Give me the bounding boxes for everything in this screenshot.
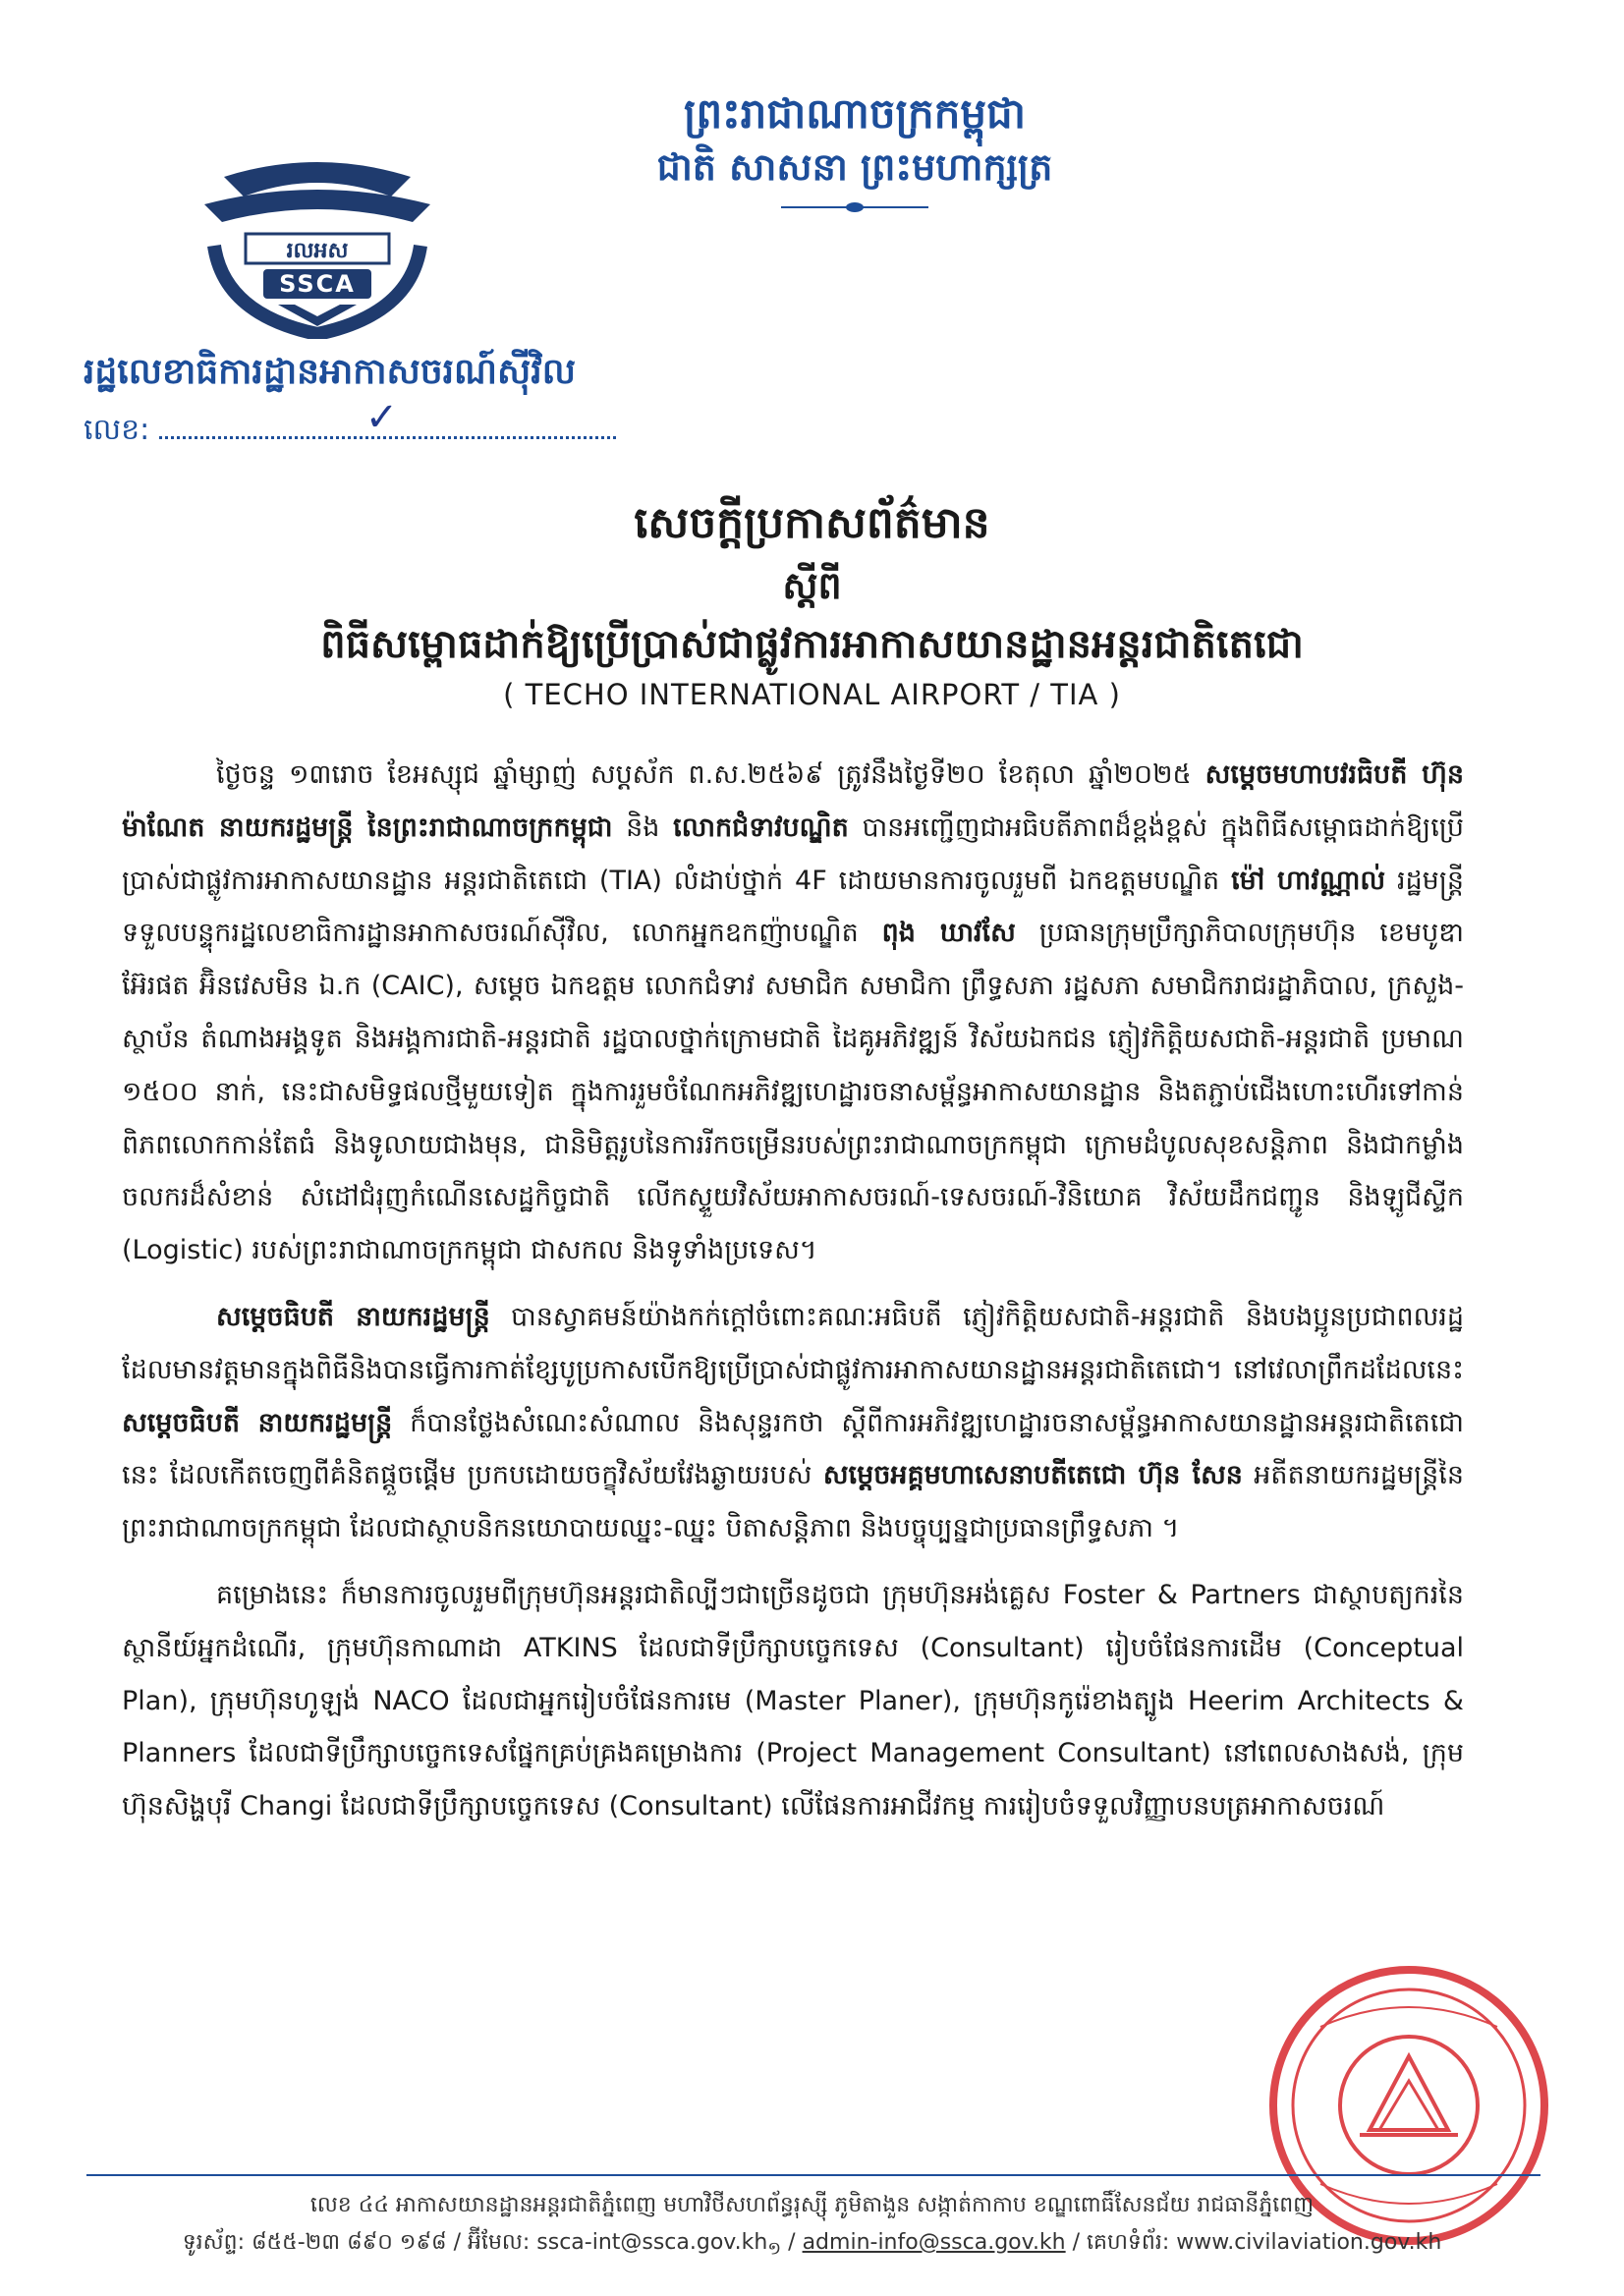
p1-text-5: ប្រធានក្រុមប្រឹក្សាភិបាលក្រុមហ៊ុន ខេមបូឌា អ៊ែរផត អ៊ិនវេសមិន ឯ.ក (CAIC), សម្តេច ឯកឧត្តម លោកជំទាវ សមាជិក សមាជិកា ព្រឹទ្ធសភា រដ្ឋសភា សមាជិករាជរដ្ឋាភិបាល, ក្រសួង-ស្ថាប័ន តំណាងអង្គទូត និងអង្គការជាតិ-អន្តរជាតិ រដ្ឋបាលថ្នាក់ក្រោមជាតិ ដៃគូអភិវឌ្ឍន៍ វិស័យឯកជន ភ្ញៀវកិត្តិយសជាតិ-អន្តរជាតិ ប្រមាណ ១៥០០ នាក់, នេះជាសមិទ្ធផលថ្មីមួយទៀត ក្នុងការរួមចំណែកអភិវឌ្ឍហេដ្ឋារចនាសម្ព័ន្ធអាកាសយានដ្ឋាន និងតភ្ជាប់ជើងហោះហើរទៅកាន់ពិភពលោកកាន់តែធំ និងទូលាយជាងមុន, ជានិមិត្តរូបនៃការរីកចម្រើនរបស់ព្រះរាជាណាចក្រកម្ពុជា ក្រោមដំបូលសុខសន្តិភាព និងជាកម្លាំងចលករដ៏សំខាន់ សំដៅជំរុញកំណើនសេដ្ឋកិច្ចជាតិ លើកស្ទួយវិស័យអាកាសចរណ៍-ទេសចរណ៍-វិនិយោគ វិស័យដឹកជញ្ជូន និងឡូជីស្ទីក (Logistic) របស់ព្រះរាជាណាចក្រកម្ពុជា ជាសកល និងទូទាំងប្រទេស។ — [122, 918, 1465, 1266]
checkmark-icon: ✓ — [364, 395, 399, 440]
footer-divider — [86, 2174, 1540, 2176]
p2-text-3: អតីតនាយករដ្ឋមន្ត្រីនៃព្រះរាជាណាចក្រកម្ពុជា ដែលជាស្ថាបនិកនយោបាយឈ្នះ-ឈ្នះ បិតាសន្តិភាព និងបច្ចុប្បន្នជាប្រធានព្រឹទ្ធសភា ។ — [122, 1460, 1464, 1544]
footer-separator: / — [781, 2230, 803, 2255]
p1-bold-4: ពុង ឃាវសែ — [881, 918, 1016, 949]
p2-bold-1: សម្តេចធិបតី នាយករដ្ឋមន្ត្រី — [216, 1301, 490, 1332]
p1-text-3: បានអញ្ជើញជាអធិបតីភាពដ៏ខ្ពង់ខ្ពស់ ក្នុងពិធីសម្ពោធដាក់ឱ្យប្រើប្រាស់ជាផ្លូវការអាកាសយានដ្ឋាន អន្តរជាតិតេជោ (TIA) លំដាប់ថ្នាក់ 4F ដោយមានការចូលរួមពី ឯកឧត្តមបណ្ឌិត — [122, 812, 1464, 896]
footer-phone-email: ទូរស័ព្ទ: ៨៥៥-២៣ ៨៩០ ១៩៨ / អ៊ីមែល: ssca-int@ssca.gov.kh — [182, 2230, 768, 2255]
footer-contact — [0, 2228, 1624, 2263]
footer-email-link[interactable]: admin-info@ssca.gov.kh — [802, 2230, 1066, 2255]
kingdom-title: ព្រះរាជាណាចក្រកម្ពុជា — [683, 89, 1027, 138]
kingdom-header — [550, 86, 1159, 212]
document-subject-english: ( TECHO INTERNATIONAL AIRPORT / TIA ) — [503, 678, 1121, 711]
reference-label: លេខ: — [84, 413, 150, 447]
p1-bold-1: សម្តេចមហាបវរធិបតី ហ៊ុន ម៉ាណែត នាយករដ្ឋមន្ត្រី នៃព្រះរាជាណាចក្រកម្ពុជា — [122, 759, 1464, 843]
p1-text-2: និង — [612, 812, 674, 843]
p1-bold-3: ម៉ៅ ហាវណ្ណាល់ — [1231, 865, 1386, 896]
document-subject-label: ស្តីពី — [782, 564, 842, 607]
page-number: ១ — [767, 2238, 782, 2260]
document-body — [122, 749, 1464, 1847]
p2-bold-2: សម្តេចធិបតី នាយករដ្ឋមន្ត្រី — [122, 1407, 393, 1438]
p2-text-1: បានស្វាគមន៍យ៉ាងកក់ក្តៅចំពោះគណៈអធិបតី ភ្ញៀវកិត្តិយសជាតិ-អន្តរជាតិ និងបងប្អូនប្រជាពលរដ្ឋ ដែលមានវត្តមានក្នុងពិធីនិងបានធ្វើការកាត់ខ្សែបូប្រកាសបើកឱ្យប្រើប្រាស់ជាផ្លូវការអាកាសយានដ្ឋានអន្តរជាតិតេជោ។ នៅវេលាព្រឹកដដែលនេះ — [122, 1301, 1464, 1385]
document-subject: ពិធីសម្ពោធដាក់ឱ្យប្រើប្រាស់ជាផ្លូវការអាកាសយានដ្ឋានអន្តរជាតិតេជោ — [320, 622, 1304, 667]
reference-dotted-line — [159, 395, 616, 440]
p1-bold-2: លោកជំទាវបណ្ឌិត — [673, 812, 849, 843]
paragraph-3: គម្រោងនេះ ក៏មានការចូលរួមពីក្រុមហ៊ុនអន្តរជាតិល្បីៗជាច្រើនដូចជា ក្រុមហ៊ុនអង់គ្លេស Foster & Partners ជាស្ថាបត្យករនៃស្ថានីយ៍អ្នកដំណើរ, ក្រុមហ៊ុនកាណាដា ATKINS ដែលជាទីប្រឹក្សាបច្ចេកទេស (Consultant) រៀបចំផែនការដើម (Conceptual Plan), ក្រុមហ៊ុនហូឡង់ NACO ដែលជាអ្នករៀបចំផែនការមេ (Master Planer), ក្រុមហ៊ុនកូរ៉េខាងត្បូង Heerim Architects & Planners ដែលជាទីប្រឹក្សាបច្ចេកទេសផ្នែកគ្រប់គ្រងគម្រោងការ (Project Management Consultant) នៅពេលសាងសង់, ក្រុមហ៊ុនសិង្ហបុរី Changi ដែលជាទីប្រឹក្សាបច្ចេកទេស (Consultant) លើផែនការអាជីវកម្ម ការរៀបចំទទួលវិញ្ញាបនបត្រអាកាសចរណ៍ — [122, 1579, 1464, 1822]
logo-khmer-text: រលអស — [286, 239, 349, 263]
footer-address: លេខ ៤៤ អាកាសយានដ្ឋានអន្តរជាតិភ្នំពេញ មហាវិថីសហព័ន្ធរុស្ស៊ី ភូមិតាងួន សង្កាត់កាកាប ខណ្ឌពោធិ៍សែនជ័យ រាជធានីភ្នំពេញ — [309, 2193, 1315, 2217]
p2-text-2: ក៏បានថ្លែងសំណេះសំណាល និងសុន្ទរកថា ស្តីពីការអភិវឌ្ឍហេដ្ឋារចនាសម្ព័ន្ធអាកាសយានដ្ឋានអន្តរជាតិតេជោនេះ ដែលកើតចេញពីគំនិតផ្តួចផ្តើម ប្រកបដោយចក្ខុវិស័យវែងឆ្ងាយរបស់ — [122, 1407, 1464, 1491]
p1-text-1: ថ្ងៃចន្ទ ១៣រោច ខែអស្សុជ ឆ្នាំម្សាញ់ សប្តស័ក ព.ស.២៥៦៩ ត្រូវនឹងថ្ងៃទី២០ ខែតុលា ឆ្នាំ២០២៥ — [216, 759, 1205, 790]
reference-number — [84, 395, 616, 454]
paragraph-1 — [122, 749, 1464, 1277]
footer-website: / គេហទំព័រ: www.civilaviation.gov.kh — [1065, 2230, 1442, 2255]
p2-bold-3: សម្តេចអគ្គមហាសេនាបតីតេជោ ហ៊ុន សែន — [822, 1460, 1243, 1491]
paragraph-2 — [122, 1291, 1464, 1555]
ministry-name: រដ្ឋលេខាធិការដ្ឋានអាកាសចរណ៍ស៊ីវិល — [84, 352, 576, 392]
ornament-divider — [781, 202, 928, 212]
logo-abbr-text: SSCA — [279, 270, 356, 298]
document-title: សេចក្តីប្រកាសព័ត៌មាន — [634, 498, 990, 548]
p1-text-4: រដ្ឋមន្ត្រីទទួលបន្ទុករដ្ឋលេខាធិការដ្ឋានអាកាសចរណ៍ស៊ីវិល, លោកអ្នកឧកញ៉ាបណ្ឌិត — [122, 865, 1464, 949]
kingdom-motto: ជាតិ សាសនា ព្រះមហាក្សត្រ — [656, 145, 1053, 189]
ssca-logo — [185, 157, 450, 339]
